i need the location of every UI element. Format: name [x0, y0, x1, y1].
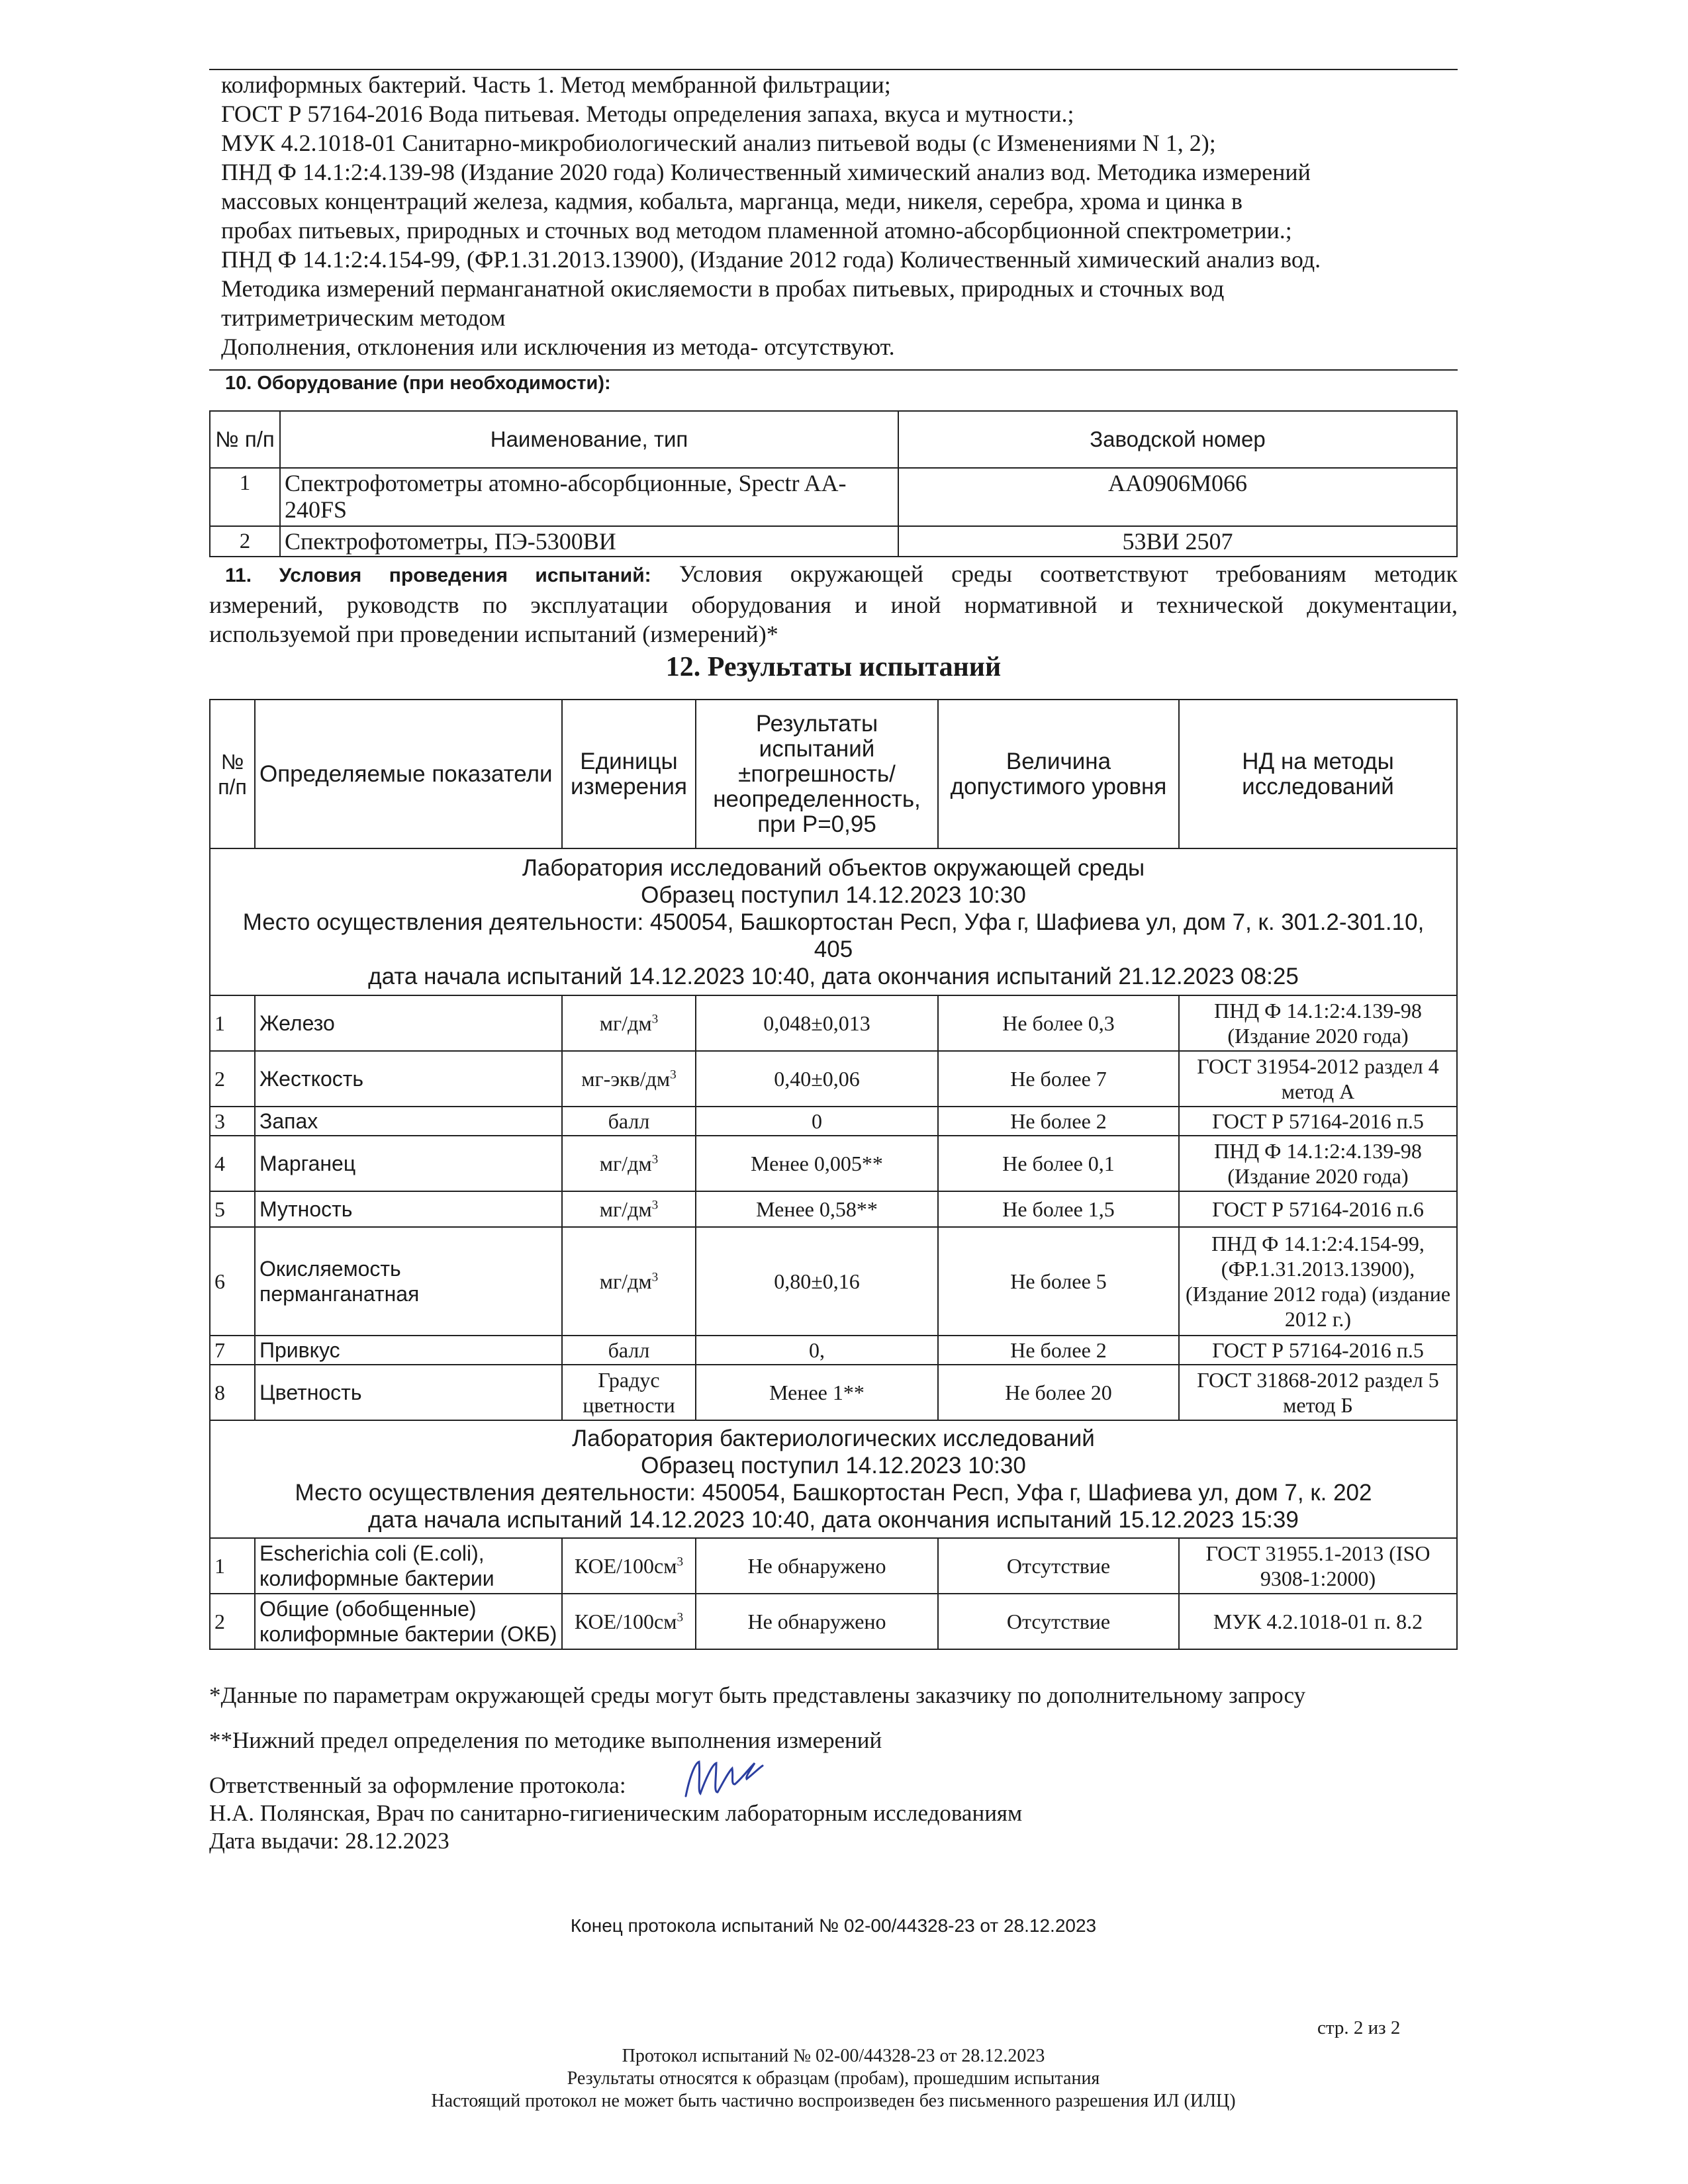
result-limit: Не более 0,3 — [938, 995, 1179, 1051]
table-row — [210, 1336, 1457, 1365]
equip-serial: 53ВИ 2507 — [898, 526, 1457, 557]
result-method: ГОСТ Р 57164-2016 п.6 — [1179, 1191, 1457, 1227]
lab2-info — [210, 1420, 1457, 1538]
result-unit: мг/дм — [599, 1197, 652, 1221]
lab1-dates: дата начала испытаний 14.12.2023 10:40, дата окончания испытаний 21.12.2023 08:25 — [368, 963, 1299, 989]
note-detection-limit: **Нижний предел определения по методике выполнения измерений — [209, 1727, 882, 1753]
lab2-dates: дата начала испытаний 14.12.2023 10:40, дата окончания испытаний 15.12.2023 15:39 — [368, 1507, 1299, 1533]
result-limit: Не более 2 — [938, 1336, 1179, 1365]
table-row — [210, 1107, 1457, 1136]
result-num: 3 — [210, 1107, 255, 1136]
method-line: массовых концентраций железа, кадмия, кобальта, марганца, меди, никеля, серебра, хрома и цинка в — [221, 188, 1243, 214]
lab2-name: Лаборатория бактериологических исследований — [572, 1426, 1095, 1451]
result-unit: КОЕ/100см — [574, 1554, 677, 1578]
result-num: 4 — [210, 1136, 255, 1191]
result-unit-sup: 3 — [651, 1270, 659, 1285]
lab1-received: Образец поступил 14.12.2023 10:30 — [641, 882, 1026, 908]
result-unit: мг/дм — [599, 1269, 652, 1293]
result-value: 0 — [696, 1107, 938, 1136]
result-unit-sup: 3 — [677, 1555, 684, 1569]
result-limit: Не более 5 — [938, 1227, 1179, 1336]
responsible-label: Ответственный за оформление протокола: — [209, 1772, 626, 1798]
method-line: МУК 4.2.1018-01 Санитарно-микробиологический анализ питьевой воды (с Изменениями N 1, 2); — [221, 130, 1216, 156]
result-indicator: Цветность — [255, 1365, 562, 1420]
result-unit: балл — [608, 1338, 650, 1362]
result-indicator: Общие (обобщенные) колиформные бактерии (ОКБ) — [255, 1594, 562, 1649]
result-num: 2 — [210, 1051, 255, 1107]
result-method: ГОСТ Р 57164-2016 п.5 — [1179, 1107, 1457, 1136]
method-line: ГОСТ Р 57164-2016 Вода питьевая. Методы определения запаха, вкуса и мутности.; — [221, 101, 1074, 127]
lab2-place: Место осуществления деятельности: 450054, Башкортостан Респ, Уфа г, Шафиева ул, дом 7, к. 202 — [295, 1480, 1372, 1506]
result-limit: Не более 2 — [938, 1107, 1179, 1136]
result-unit-sup: 3 — [677, 1610, 684, 1625]
result-limit: Не более 1,5 — [938, 1191, 1179, 1227]
result-num: 1 — [210, 995, 255, 1051]
result-method: МУК 4.2.1018-01 п. 8.2 — [1179, 1594, 1457, 1649]
result-limit: Отсутствие — [938, 1594, 1179, 1649]
result-unit-sup: 3 — [651, 1198, 659, 1212]
method-line: ПНД Ф 14.1:2:4.154-99, (ФР.1.31.2013.13900), (Издание 2012 года) Количественный химический анализ вод. — [221, 246, 1321, 273]
note-environment: *Данные по параметрам окружающей среды могут быть представлены заказчику по дополнительному запросу — [209, 1682, 1306, 1708]
result-unit-sup: 3 — [670, 1068, 677, 1082]
result-indicator: Марганец — [255, 1136, 562, 1191]
result-num: 5 — [210, 1191, 255, 1227]
equip-serial: АА0906М066 — [898, 468, 1457, 526]
lab1-place: Место осуществления деятельности: 450054, Башкортостан Респ, Уфа г, Шафиева ул, дом 7, к. 301.2-301.10, — [242, 909, 1425, 935]
result-unit-sup: 3 — [651, 1012, 659, 1026]
result-indicator: Мутность — [255, 1191, 562, 1227]
result-value: Менее 0,005** — [696, 1136, 938, 1191]
result-indicator: Железо — [255, 995, 562, 1051]
result-value: Менее 0,58** — [696, 1191, 938, 1227]
table-row — [210, 1136, 1457, 1191]
section11-title: 11. Условия проведения испытаний: — [225, 565, 651, 586]
result-value: 0,80±0,16 — [696, 1227, 938, 1336]
lab1-info — [210, 848, 1457, 995]
result-unit-sup: 3 — [651, 1152, 659, 1167]
responsible-person: Н.А. Полянская, Врач по санитарно-гигиеническим лабораторным исследованиям — [209, 1800, 1023, 1826]
result-method: ГОСТ 31955.1-2013 (ISO 9308-1:2000) — [1179, 1538, 1457, 1594]
method-line: пробах питьевых, природных и сточных вод методом пламенной атомно-абсорбционной спектрометрии.; — [221, 217, 1292, 244]
equip-header-serial: Заводской номер — [898, 411, 1457, 468]
method-line: Методика измерений перманганатной окисляемости в пробах питьевых, природных и сточных вод — [221, 275, 1225, 302]
footer — [209, 2045, 1458, 2113]
protocol-end: Конец протокола испытаний № 02-00/44328-23 от 28.12.2023 — [570, 1915, 1097, 1936]
result-num: 6 — [210, 1227, 255, 1336]
method-line: титриметрическим методом — [221, 304, 506, 331]
result-value: 0, — [696, 1336, 938, 1365]
page-number: стр. 2 из 2 — [1317, 2017, 1401, 2038]
result-num: 1 — [210, 1538, 255, 1594]
equip-header-num: № п/п — [210, 411, 280, 468]
section12-title: 12. Результаты испытаний — [665, 652, 1002, 682]
result-value: Не обнаружено — [696, 1538, 938, 1594]
method-line: Дополнения, отклонения или исключения из метода- отсутствуют. — [221, 334, 895, 360]
result-num: 2 — [210, 1594, 255, 1649]
table-row — [210, 526, 1457, 557]
lab1-name: Лаборатория исследований объектов окружающей среды — [522, 854, 1145, 881]
result-method: ГОСТ 31868-2012 раздел 5 метод Б — [1179, 1365, 1457, 1420]
method-line: колиформных бактерий. Часть 1. Метод мембранной фильтрации; — [221, 71, 891, 98]
results-header-result: Результаты испытаний ±погрешность/ неопределенность, при P=0,95 — [696, 700, 938, 848]
results-header-units: Единицы измерения — [562, 700, 696, 848]
table-row — [210, 1191, 1457, 1227]
result-num: 7 — [210, 1336, 255, 1365]
result-method: ПНД Ф 14.1:2:4.139-98 (Издание 2020 года) — [1179, 1136, 1457, 1191]
result-method: ГОСТ 31954-2012 раздел 4 метод А — [1179, 1051, 1457, 1107]
table-row — [210, 1538, 1457, 1594]
equip-name: Спектрофотометры, ПЭ-5300ВИ — [280, 526, 898, 557]
result-limit: Не более 7 — [938, 1051, 1179, 1107]
result-method: ПНД Ф 14.1:2:4.154-99, (ФР.1.31.2013.13900), (Издание 2012 года) (издание 2012 г.) — [1179, 1227, 1457, 1336]
results-header-indicator: Определяемые показатели — [255, 700, 562, 848]
result-indicator: Запах — [255, 1107, 562, 1136]
footer-results-note: Результаты относятся к образцам (пробам), прошедшим испытания — [567, 2068, 1100, 2089]
results-table — [209, 699, 1458, 1650]
method-list — [221, 70, 1321, 361]
equip-header-name: Наименование, тип — [280, 411, 898, 468]
result-unit: мг-экв/дм — [581, 1067, 671, 1091]
result-value: Менее 1** — [696, 1365, 938, 1420]
table-row — [210, 995, 1457, 1051]
result-indicator: Окисляемость перманганатная — [255, 1227, 562, 1336]
footer-protocol: Протокол испытаний № 02-00/44328-23 от 28.12.2023 — [622, 2046, 1045, 2066]
method-line: ПНД Ф 14.1:2:4.139-98 (Издание 2020 года) Количественный химический анализ вод. Методика измерений — [221, 159, 1311, 185]
table-row — [210, 1594, 1457, 1649]
section11-text: Условия окружающей среды соответствуют требованиям методик — [679, 561, 1458, 587]
section11 — [209, 559, 1458, 649]
results-header-limit: Величина допустимого уровня — [938, 700, 1179, 848]
result-value: 0,048±0,013 — [696, 995, 938, 1051]
result-limit: Отсутствие — [938, 1538, 1179, 1594]
equip-num: 1 — [210, 468, 280, 526]
result-method: ГОСТ Р 57164-2016 п.5 — [1179, 1336, 1457, 1365]
result-indicator: Жесткость — [255, 1051, 562, 1107]
result-unit: балл — [608, 1109, 650, 1133]
result-limit: Не более 0,1 — [938, 1136, 1179, 1191]
equip-name: Спектрофотометры атомно-абсорбционные, Spectr AA-240FS — [280, 468, 898, 526]
result-unit: мг/дм — [599, 1011, 652, 1035]
section11-text: используемой при проведении испытаний (измерений)* — [209, 621, 778, 647]
result-unit: мг/дм — [599, 1152, 652, 1175]
results-header-num: № п/п — [210, 700, 255, 848]
result-limit: Не более 20 — [938, 1365, 1179, 1420]
issue-date: Дата выдачи: 28.12.2023 — [209, 1828, 449, 1854]
equip-num: 2 — [210, 526, 280, 557]
result-value: 0,40±0,06 — [696, 1051, 938, 1107]
table-row — [210, 1365, 1457, 1420]
result-value: Не обнаружено — [696, 1594, 938, 1649]
result-unit: КОЕ/100см — [574, 1610, 677, 1633]
section10-title: 10. Оборудование (при необходимости): — [225, 373, 611, 394]
lab2-received: Образец поступил 14.12.2023 10:30 — [641, 1453, 1026, 1479]
result-num: 8 — [210, 1365, 255, 1420]
result-indicator: Привкус — [255, 1336, 562, 1365]
footer-copy-note: Настоящий протокол не может быть частично воспроизведен без письменного разрешения ИЛ (ИЛЦ) — [431, 2091, 1236, 2111]
result-method: ПНД Ф 14.1:2:4.139-98 (Издание 2020 года) — [1179, 995, 1457, 1051]
result-indicator: Escherichia coli (E.coli), колиформные бактерии — [255, 1538, 562, 1594]
table-row — [210, 1051, 1457, 1107]
table-row — [210, 1227, 1457, 1336]
section11-text: измерений, руководств по эксплуатации оборудования и иной нормативной и технической документации, — [209, 592, 1458, 618]
results-header-method: НД на методы исследований — [1179, 700, 1457, 848]
table-row — [210, 468, 1457, 526]
equipment-table — [209, 410, 1458, 557]
lab1-place-cont: 405 — [814, 936, 853, 962]
result-unit: Градус цветности — [583, 1368, 675, 1417]
